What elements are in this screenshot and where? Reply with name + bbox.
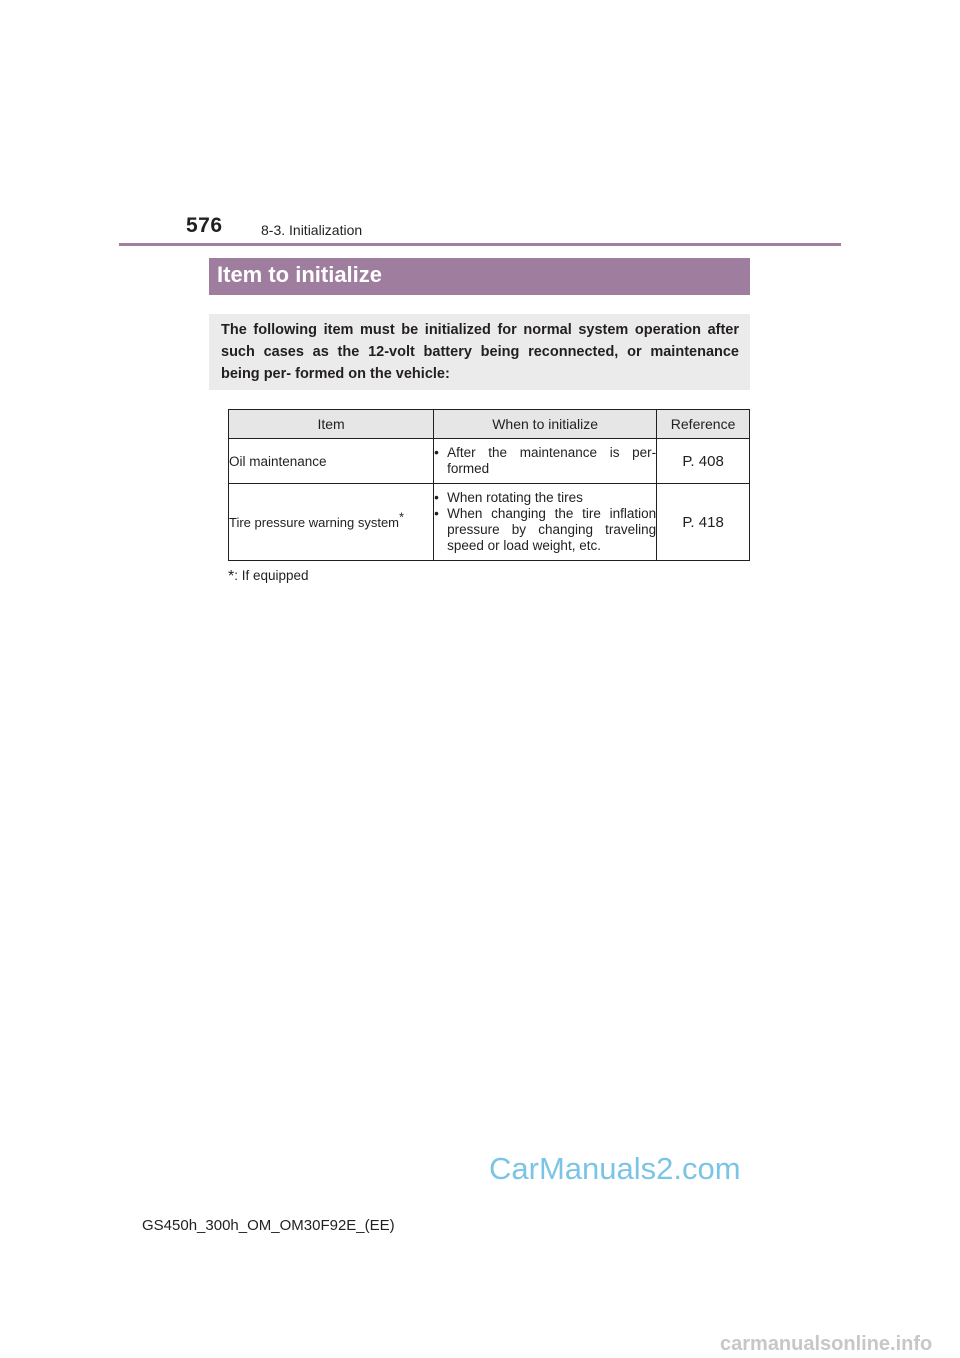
when-cell — [434, 439, 657, 484]
item-cell — [229, 439, 434, 484]
bullet-glyph: • — [434, 506, 439, 521]
site-footer-logo: carmanualsonline.info — [720, 1333, 933, 1355]
item-cell — [229, 484, 434, 561]
page-number: 576 — [186, 214, 223, 237]
list-item — [434, 506, 656, 554]
table-row — [229, 439, 750, 484]
intro-paragraph: The following item must be initialized for normal system operation after such cases as the 12-volt battery being reconnected, or maintenance being per- formed on the vehicle: — [209, 314, 750, 390]
reference-link[interactable]: P. 418 — [657, 484, 750, 561]
footnote-text: : If equipped — [234, 568, 309, 583]
document-code: GS450h_300h_OM_OM30F92E_(EE) — [142, 1217, 395, 1234]
section-label: 8-3. Initialization — [261, 222, 363, 238]
table-row — [229, 484, 750, 561]
when-text: When changing the tire inflation pressure by changing traveling speed or load weight, etc. — [447, 506, 657, 553]
list-item — [434, 490, 656, 506]
footnote-mark: * — [228, 568, 235, 585]
item-label: Oil maintenance — [229, 453, 327, 469]
watermark-logo: CarManuals2.com — [489, 1151, 741, 1186]
header-when: When to initialize — [434, 410, 657, 439]
bullet-glyph: • — [434, 490, 439, 505]
header-reference: Reference — [657, 410, 750, 439]
item-mark: * — [399, 509, 405, 525]
reference-link[interactable]: P. 408 — [657, 439, 750, 484]
footnote — [228, 568, 309, 586]
header-item: Item — [229, 410, 434, 439]
when-cell — [434, 484, 657, 561]
when-text: After the maintenance is per- formed — [447, 445, 657, 476]
list-item — [434, 445, 656, 477]
item-label: Tire pressure warning system — [229, 514, 400, 530]
bullet-glyph: • — [434, 445, 439, 460]
section-title: Item to initialize — [209, 258, 750, 295]
header-rule — [119, 243, 841, 246]
initialize-table — [228, 409, 750, 561]
when-text: When rotating the tires — [447, 490, 583, 505]
table-header-row — [229, 410, 750, 439]
